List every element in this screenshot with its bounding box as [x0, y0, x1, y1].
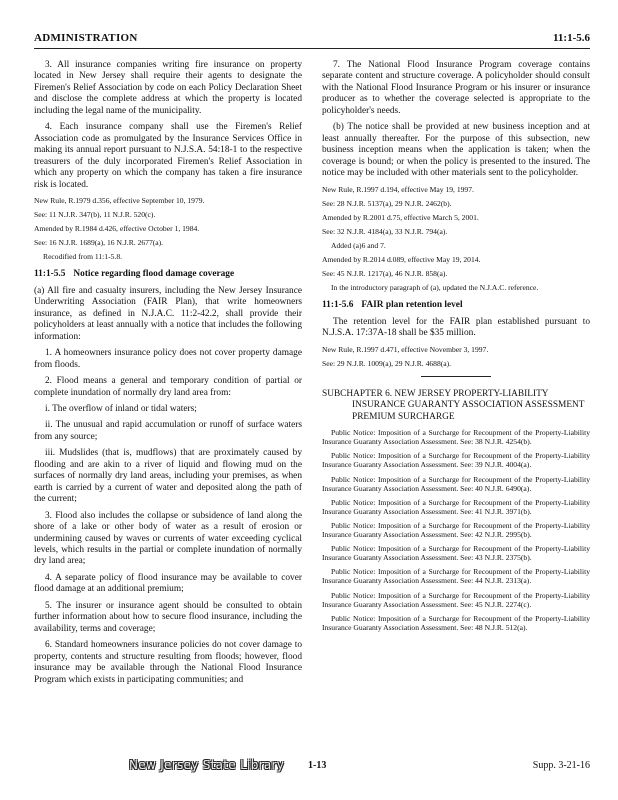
history-note: New Rule, R.1997 d.471, effective November 3, 1997. — [322, 344, 489, 354]
section-number: 11:1-5.6 — [322, 300, 354, 311]
item-6: 6. Standard homeowners insurance policies do not cover damage to property, contents and structure resulting from floods; however, flood insurance may be available through the National Flood Insurance Program which exists in participating communities; and — [34, 640, 302, 685]
history-notes — [322, 345, 590, 368]
history-note: Amended by R.1984 d.426, effective October 1, 1984. — [34, 224, 200, 234]
item-1: 1. A homeowners insurance policy does not cover property damage from floods. — [34, 348, 302, 370]
item-3: 3. Flood also includes the collapse or subsidence of land along the shore of a lake or other body of water as a result of erosion or undermining caused by waves or currents of water exceeding cyclical levels, which results in the partial or complete inundation of normally dry land area; — [34, 510, 302, 567]
header-section-number: 11:1-5.6 — [553, 32, 590, 44]
history-note: See: 29 N.J.R. 1009(a), 29 N.J.R. 4688(a). — [322, 358, 452, 368]
section-heading-5-6 — [322, 300, 590, 311]
subitem-ii: ii. The unusual and rapid accumulation or runoff of surface waters from any source; — [34, 420, 302, 442]
subitem-iii: iii. Mudslides (that is, mudflows) that are proximately caused by flooding and are akin to a river of liquid and flowing mud on the surfaces of normally dry land areas, including your premises, as when earth is carried by a current of water and deposited along the path of the current; — [34, 448, 302, 505]
history-notes — [322, 185, 590, 293]
library-logo: New Jersey State Library — [129, 758, 285, 772]
public-notice: Public Notice: Imposition of a Surcharge for Recoupment of the Property-Liability Insurance Guaranty Association Assessment. See: 45 N.J.R. 2274(c). — [322, 590, 590, 609]
history-notes — [34, 196, 302, 261]
subitem-i: i. The overflow of inland or tidal waters; — [45, 403, 197, 414]
item-7: 7. The National Flood Insurance Program coverage contains separate content and structure coverage. A policyholder should consult with the National Flood Insurance Program or his insurer or insurance producer as to whether the coverage selected is appropriate to the policyholder's needs. — [322, 60, 590, 116]
history-note: See: 28 N.J.R. 5137(a), 29 N.J.R. 2462(b). — [322, 198, 452, 208]
item-4: 4. A separate policy of flood insurance may be available to cover flood damage at an additional premium; — [34, 572, 302, 595]
section-title: FAIR plan retention level — [361, 300, 463, 311]
history-note: See: 45 N.J.R. 1217(a), 46 N.J.R. 858(a). — [322, 269, 448, 279]
public-notice: Public Notice: Imposition of a Surcharge for Recoupment of the Property-Liability Insurance Guaranty Association Assessment. See: 38 N.J.R. 4254(b). — [322, 428, 590, 447]
subsection-b: (b) The notice shall be provided at new business inception and at least annually thereafter. For the purpose of this subsection, new business inception means when the application is taken; when the coverage is bound; or when the policy is presented to the insured. The notice may be included with other materials sent to the policyholder. — [322, 122, 590, 179]
history-note: Added (a)6 and 7. — [331, 240, 386, 250]
subchapter-heading: SUBCHAPTER 6. NEW JERSEY PROPERTY-LIABILITY INSURANCE GUARANTY ASSOCIATION ASSESSMENT PREMIUM SURCHARGE — [322, 388, 585, 422]
section-divider — [421, 376, 491, 377]
retention-paragraph: The retention level for the FAIR plan established pursuant to N.J.S.A. 17:37A-18 shall be $35 million. — [322, 316, 590, 339]
page-footer — [34, 758, 590, 778]
public-notice: Public Notice: Imposition of a Surcharge for Recoupment of the Property-Liability Insurance Guaranty Association Assessment. See: 42 N.J.R. 2995(b). — [322, 520, 590, 540]
paragraph-3: 3. All insurance companies writing fire insurance on property located in New Jersey shall require their agents to designate the Firemen's Relief Association by code on each Policy Declaration Sheet and disclose the complete address at which the property is located including the legal name of the municipality. — [34, 60, 302, 116]
history-note: See: 32 N.J.R. 4184(a), 33 N.J.R. 794(a). — [322, 226, 448, 236]
history-note: In the introductory paragraph of (a), updated the N.J.A.C. reference. — [331, 283, 539, 293]
section-heading-5-5 — [34, 269, 302, 280]
page-number: 1-13 — [308, 760, 327, 771]
public-notice: Public Notice: Imposition of a Surcharge for Recoupment of the Property-Liability Insurance Guaranty Association Assessment. See: 41 N.J.R. 3971(b). — [322, 497, 590, 516]
public-notice: Public Notice: Imposition of a Surcharge for Recoupment of the Property-Liability Insurance Guaranty Association Assessment. See: 48 N.J.R. 512(a). — [322, 613, 590, 632]
section-title: Notice regarding flood damage coverage — [73, 269, 235, 280]
public-notice: Public Notice: Imposition of a Surcharge for Recoupment of the Property-Liability Insurance Guaranty Association Assessment. See: 40 N.J.R. 6490(a). — [322, 474, 590, 493]
history-note: New Rule, R.1979 d.356, effective September 10, 1979. — [34, 195, 205, 205]
public-notice: Public Notice: Imposition of a Surcharge for Recoupment of the Property-Liability Insurance Guaranty Association Assessment. See: 39 N.J.R. 4004(a). — [322, 451, 590, 470]
public-notice: Public Notice: Imposition of a Surcharge for Recoupment of the Property-Liability Insurance Guaranty Association Assessment. See: 44 N.J.R. 2313(a). — [322, 567, 590, 586]
right-column — [322, 60, 590, 637]
recodified-note: Recodified from 11:1-5.8. — [43, 252, 123, 262]
history-note: New Rule, R.1997 d.194, effective May 19, 1997. — [322, 184, 474, 194]
supplement-date: Supp. 3-21-16 — [532, 760, 590, 771]
left-column — [34, 60, 302, 691]
history-note: See: 16 N.J.R. 1689(a), 16 N.J.R. 2677(a). — [34, 238, 164, 248]
header-title: ADMINISTRATION — [34, 32, 138, 44]
paragraph-4: 4. Each insurance company shall use the Firemen's Relief Association code as promulgated by the Insurance Services Office in making its annual report pursuant to N.J.S.A. 54:18-1 to the respective treasurers of the duly incorporated Firemen's Relief Association in which any property on which the company has taken a fire insurance risk is located. — [34, 122, 302, 190]
history-note: See: 11 N.J.R. 347(b), 11 N.J.R. 520(c). — [34, 210, 156, 220]
history-note: Amended by R.2001 d.75, effective March 5, 2001. — [322, 212, 479, 222]
subsection-a: (a) All fire and casualty insurers, including the New Jersey Insurance Underwriting Association (FAIR Plan), that write homeowners insurance, as defined in N.J.A.C. 11:2-42.2, shall provide their policyholders at least annually with a notice that includes the following information: — [34, 285, 302, 342]
running-header — [34, 30, 590, 49]
history-note: Amended by R.2014 d.089, effective May 19, 2014. — [322, 255, 481, 264]
item-5: 5. The insurer or insurance agent should be consulted to obtain further information about how to secure flood insurance, including the availability, terms and coverage; — [34, 600, 302, 634]
item-2: 2. Flood means a general and temporary condition of partial or complete inundation of normally dry land area from: — [34, 376, 302, 398]
public-notice: Public Notice: Imposition of a Surcharge for Recoupment of the Property-Liability Insurance Guaranty Association Assessment. See: 43 N.J.R. 2375(b). — [322, 544, 590, 563]
section-number: 11:1-5.5 — [34, 269, 66, 280]
